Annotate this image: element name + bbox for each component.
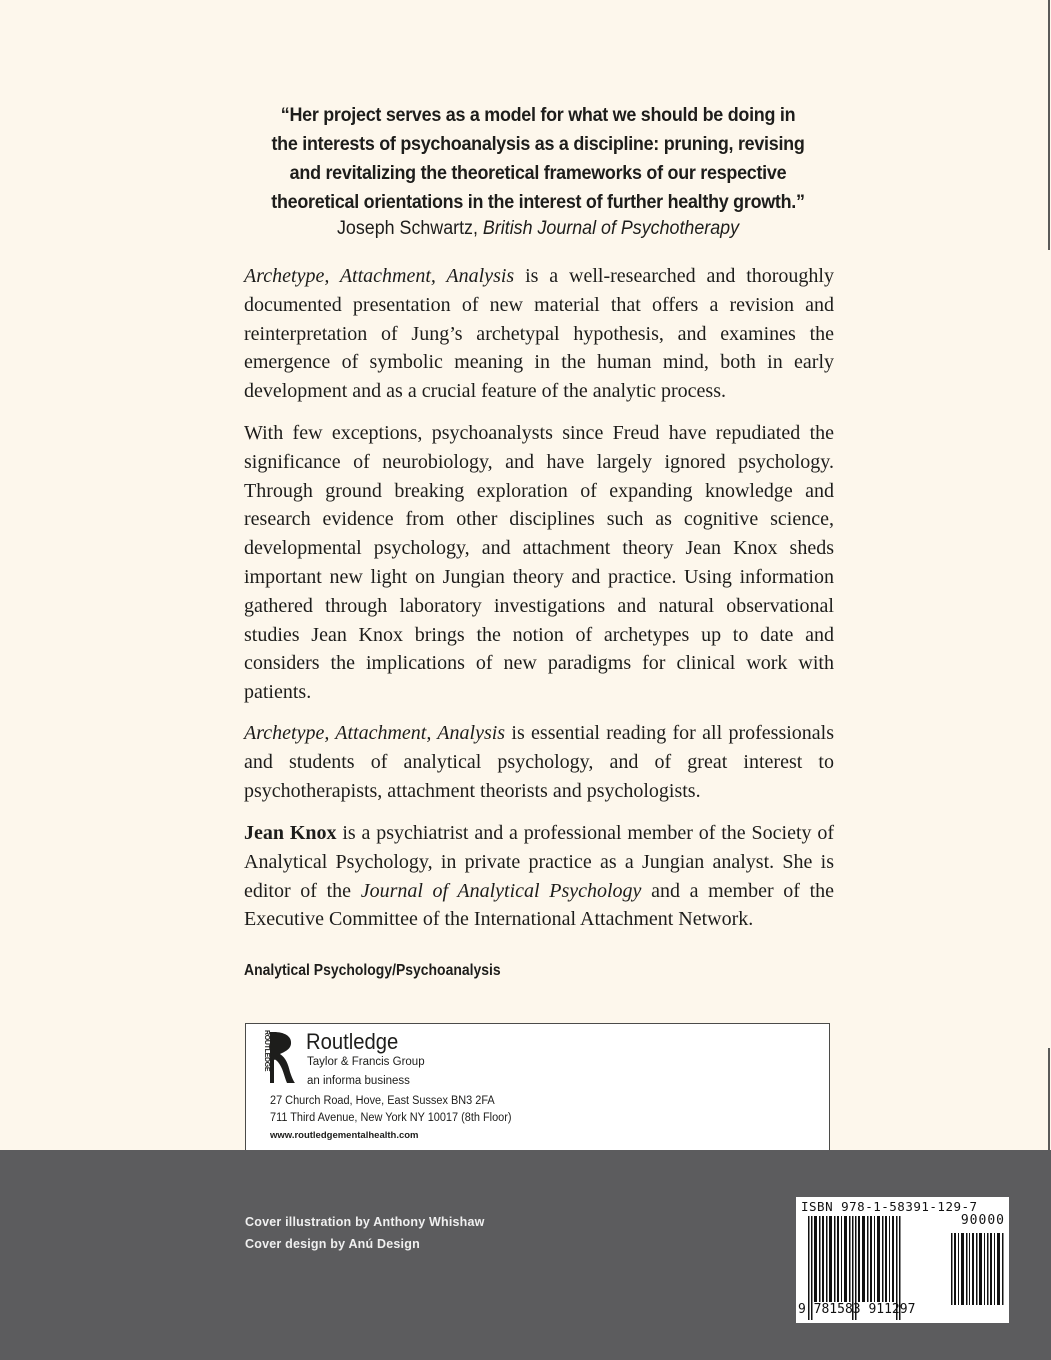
subject-category: Analytical Psychology/Psychoanalysis (244, 962, 501, 979)
publisher-group: Taylor & Francis Group (307, 1056, 425, 1068)
author-bio (244, 819, 834, 934)
paragraph-text: is essential reading for all professionals and students of analytical psychology, and of great interest to psychotherapists, attachment theorists and psychologists. (244, 722, 834, 802)
description-paragraph-3 (244, 719, 834, 805)
bio-text: is a psychiatrist and a professional member of the Society of Analytical Psychology, in private practice as a Jungian analyst. She is editor of the (244, 822, 835, 902)
publisher-address-uk: 27 Church Road, Hove, East Sussex BN3 2FA (270, 1095, 495, 1107)
publisher-name: Routledge (306, 1029, 399, 1054)
trim-edge-line-bottom (1048, 1048, 1050, 1150)
publisher-box (245, 1023, 830, 1153)
endorsement-quote: “Her project serves as a model for what we should be doing in the interests of psychoanalysis as a discipline: pruning, revising and revitalizing the theoretical frameworks of our respective theoretical orientations in the interest of further healthy growth.” (271, 104, 805, 213)
isbn-number: ISBN 978-1-58391-129-7 (801, 1199, 978, 1214)
description-paragraph-1 (244, 262, 834, 406)
price-code: 90000 (960, 1213, 1005, 1228)
publisher-address-us: 711 Third Avenue, New York NY 10017 (8th Floor) (270, 1112, 512, 1124)
addon-barcode-bars (951, 1233, 1004, 1305)
publisher-logo-vertical-text: ROUTLEDGE (263, 1030, 270, 1072)
ean-number: 9 781583 911297 (798, 1302, 916, 1317)
paragraph-text: is a well-researched and thoroughly documented presentation of new material that offers a revision and reinterpretation of Jung’s archetypal hypothesis, and examines the emergence of symbolic meaning in the human mind, both in early development and as a crucial feature of the analytic process. (244, 265, 834, 403)
publisher-website-link[interactable]: www.routledgementalhealth.com (270, 1130, 419, 1141)
routledge-logo-icon (266, 1030, 296, 1084)
quote-source: British Journal of Psychotherapy (482, 218, 740, 239)
quote-attribution (262, 218, 815, 240)
publisher-tagline: an informa business (307, 1075, 410, 1087)
description-paragraph-2 (244, 419, 834, 707)
bio-text: and a member of the Executive Committee of the International Attachment Network. (244, 879, 835, 931)
paragraph-text: With few exceptions, psychoanalysts since Freud have repudiated the significance of neurobiology, and have largely ignored psychology. Through ground breaking exploration of expanding knowledge and research evidence from other disciplines such as cognitive science, developmental psychology, and attachment theory Jean Knox sheds important new light on Jungian theory and practice. Using information gathered through laboratory investigations and natural observational studies Jean Knox brings the notion of archetypes up to date and considers the implications of new paradigms for clinical work with patients. (244, 422, 834, 704)
quote-author: Joseph Schwartz, (336, 218, 478, 239)
isbn-barcode (796, 1197, 1009, 1323)
trim-edge-line-top (1048, 0, 1050, 250)
book-title: Archetype, Attachment, Analysis (244, 265, 515, 287)
book-title: Archetype, Attachment, Analysis (244, 722, 506, 744)
journal-title: Journal of Analytical Psychology (360, 879, 642, 902)
cover-design-credit: Cover design by Anú Design (245, 1237, 420, 1251)
cover-illustration-credit: Cover illustration by Anthony Whishaw (245, 1215, 485, 1229)
author-name: Jean Knox (244, 822, 337, 844)
